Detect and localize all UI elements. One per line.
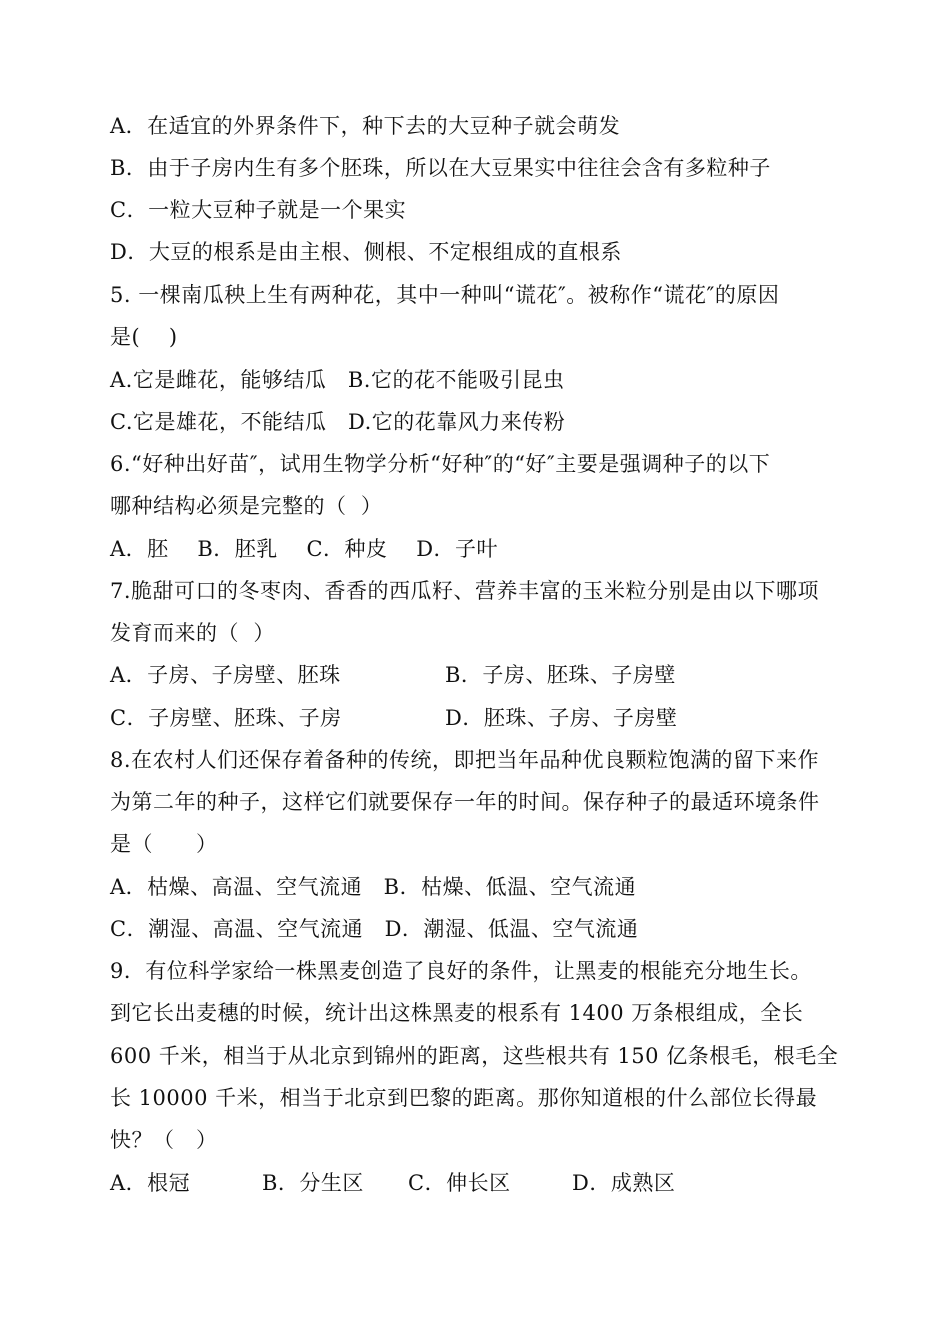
q5-stem-line-2: 是( )	[110, 325, 178, 349]
q4-option-c: C．一粒大豆种子就是一个果实	[110, 198, 407, 222]
q4-option-a: A．在适宜的外界条件下，种下去的大豆种子就会萌发	[110, 114, 621, 138]
q5-options-line-1: A.它是雌花，能够结瓜 B.它的花不能吸引昆虫	[110, 368, 565, 392]
q7-option-b: B．子房、胚珠、子房壁	[445, 663, 676, 687]
q9-stem-line-1: 9．有位科学家给一株黑麦创造了良好的条件，让黑麦的根能充分地生长。	[110, 959, 812, 983]
q4-option-d: D．大豆的根系是由主根、侧根、不定根组成的直根系	[110, 240, 622, 264]
q7-option-d: D．胚珠、子房、子房壁	[445, 706, 678, 730]
q6-stem-line-1: 6.“好种出好苗″，试用生物学分析“好种″的“好″主要是强调种子的以下	[110, 452, 771, 476]
q5-options-line-2: C.它是雄花，不能结瓜 D.它的花靠风力来传粉	[110, 410, 566, 434]
q6-stem-line-2: 哪种结构必须是完整的（ ）	[110, 494, 383, 518]
q6-options: A．胚 B．胚乳 C．种皮 D．子叶	[110, 537, 499, 561]
q7-option-a: A．子房、子房壁、胚珠	[110, 663, 341, 687]
q5-stem-line-1: 5. 一棵南瓜秧上生有两种花，其中一种叫“谎花″。被称作“谎花″的原因	[110, 283, 780, 307]
q7-stem-line-1: 7.脆甜可口的冬枣肉、香香的西瓜籽、营养丰富的玉米粒分别是由以下哪项	[110, 579, 820, 603]
q9-option-d: D．成熟区	[572, 1171, 676, 1195]
q9-stem-line-5: 快？（ ）	[110, 1128, 218, 1152]
q7-option-c: C．子房壁、胚珠、子房	[110, 706, 342, 730]
q8-stem-line-1: 8.在农村人们还保存着备种的传统，即把当年品种优良颗粒饱满的留下来作	[110, 748, 820, 772]
q9-option-b: B．分生区	[262, 1171, 364, 1195]
q9-option-c: C．伸长区	[408, 1171, 511, 1195]
q8-options-line-2: C．潮湿、高温、空气流通 D．潮湿、低温、空气流通	[110, 917, 639, 941]
q4-option-b: B．由于子房内生有多个胚珠，所以在大豆果实中往往会含有多粒种子	[110, 156, 771, 180]
q7-stem-line-2: 发育而来的（ ）	[110, 621, 275, 645]
q9-option-a: A．根冠	[110, 1171, 191, 1195]
q9-stem-line-4: 长 10000 千米，相当于北京到巴黎的距离。那你知道根的什么部位长得最	[110, 1086, 818, 1110]
q8-stem-line-2: 为第二年的种子，这样它们就要保存一年的时间。保存种子的最适环境条件	[110, 790, 820, 814]
q8-stem-line-3: 是（ ）	[110, 832, 218, 856]
q9-stem-line-3: 600 千米，相当于从北京到锦州的距离，这些根共有 150 亿条根毛，根毛全	[110, 1044, 839, 1068]
q9-stem-line-2: 到它长出麦穗的时候，统计出这株黑麦的根系有 1400 万条根组成，全长	[110, 1001, 804, 1025]
q8-options-line-1: A．枯燥、高温、空气流通 B．枯燥、低温、空气流通	[110, 875, 637, 899]
